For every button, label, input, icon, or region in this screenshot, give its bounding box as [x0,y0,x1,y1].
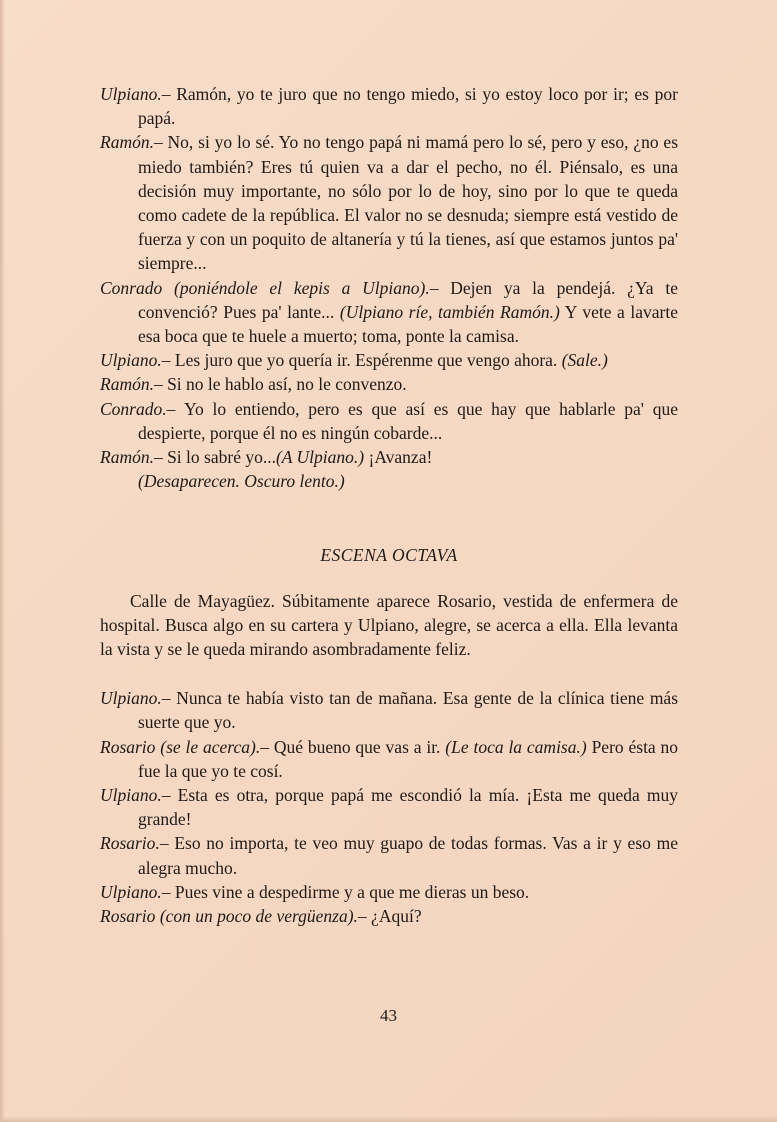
page-content [100,82,678,928]
dialogue-text: Eso no importa, te veo muy guapo de todas formas. Vas a ir y eso me alegra mucho. [138,833,679,878]
dialogue-text: Dejen ya la pendejá. ¿Ya te convenció? Pues pa' lante... [138,277,678,322]
dialogue-line: Ulpiano.– Esta es otra, porque papá me escondió la mía. ¡Esta me queda muy grande! [100,785,679,830]
speaker-name: Ramón [100,374,150,395]
stage-direction: (poniéndole el kepis a Ulpiano) [174,277,426,298]
speaker-name: Ulpiano [100,84,158,104]
speaker-name: Rosario [100,736,156,757]
page-number: 43 [380,1006,397,1025]
dialogue-text-continued: ¡Avanza! [368,447,433,468]
dialogue-line: Ulpiano.– Les juro que yo quería ir. Espérenme que vengo ahora. (Sale.) [100,350,608,371]
dialogue-text: ¿Aquí? [371,906,422,927]
dialogue-line: Ulpiano.– Ramón, yo te juro que no tengo miedo, si yo estoy loco por ir; es por papá. [100,84,678,129]
dialogue-text: Si lo sabré yo... [167,447,276,468]
dialogue-line: Ulpiano.– Pues vine a despedirme y a que me dieras un beso. [100,881,530,902]
scene-title: ESCENA OCTAVA [320,545,458,566]
closing-direction-line [100,469,678,493]
dialogue-text: Yo lo entiendo, pero es que así es que hay que hablarle pa' que despierte, porque él no es ningún cobarde... [138,398,678,443]
dialogue-text: No, si yo lo sé. Yo no tengo papá ni mamá pero lo sé, pero y eso, ¿no es miedo también? Eres tú quien va a dar el pecho, no él. Piénsalo, es una decisión muy importante, no sólo por lo de hoy, sino por lo que te queda como cadete de la república. El valor no se desnuda; siempre está vestido de fuerza y con un poquito de altanería y tú la tienes, así que estamos juntos pa' siempre... [138,132,678,274]
speaker-name: Ulpiano [100,881,158,902]
page-left-shadow [0,0,5,1122]
stage-direction-aside: (Sale.) [561,350,608,371]
dialogue-text-continued: Y vete a lavarte esa boca que te huele a muerto; toma, ponte la camisa. [138,301,679,347]
stage-direction-aside: (Le toca la camisa.) [445,736,587,757]
dialogue-text: Ramón, yo te juro que no tengo miedo, si yo estoy loco por ir; es por papá. [138,84,678,129]
page-bottom-shadow [0,1116,777,1122]
dialogue-text: Esta es otra, porque papá me escondió la mía. ¡Esta me queda muy grande! [138,785,679,830]
scene-narration: Calle de Mayagüez. Súbitamente aparece Rosario, vestida de enfermera de hospital. Busca algo en su cartera y Ulpiano, alegre, se acerca a ella. Ella levanta la vista y se le queda mirando asombradamente feliz. [100,590,678,660]
dialogue-line: Ramón.– No, si yo lo sé. Yo no tengo papá ni mamá pero lo sé, pero y eso, ¿no es miedo también? Eres tú quien va a dar el pecho, no él. Piénsalo, es una decisión muy importante, no sólo por lo de hoy, sino por lo que te queda como cadete de la república. El valor no se desnuda; siempre está vestido de fuerza y con un poquito de altanería y tú la tienes, así que estamos juntos pa' siempre... [100,132,678,274]
dialogue-line: Conrado (poniéndole el kepis a Ulpiano).– Dejen ya la pendejá. ¿Ya te convenció? Pues pa' lante... (Ulpiano ríe, también Ramón.) Y vete a lavarte esa boca que te huele a muerto; toma, ponte la camisa. [100,277,679,347]
speaker-name: Conrado [100,398,163,419]
dialogue-text-continued: Pero ésta no fue la que yo te cosí. [138,736,679,781]
dialogue-line: Conrado.– Yo lo entiendo, pero es que así es que hay que hablarle pa' que despierte, porque él no es ningún cobarde... [100,398,678,443]
stage-direction-aside: (A Ulpiano.) [275,447,365,468]
dialogue-line: Rosario (se le acerca).– Qué bueno que vas a ir. (Le toca la camisa.) Pero ésta no fue la que yo te cosí. [100,736,679,781]
speaker-name: Rosario [100,833,156,854]
closing-stage-direction: (Desaparecen. Oscuro lento.) [138,471,345,492]
speaker-name: Rosario [100,906,156,927]
dialogue-text: Si no le hablo así, no le convenzo. [167,374,407,395]
speaker-name: Ramón [100,132,150,153]
speaker-name: Ulpiano [100,785,158,806]
dialogue-line: Ramón.– Si lo sabré yo...(A Ulpiano.) ¡Avanza! [100,447,433,468]
stage-direction: (se le acerca) [160,736,256,757]
speaker-name: Ulpiano [100,688,158,709]
dialogue-text: Les juro que yo quería ir. Espérenme que vengo ahora. [174,350,558,371]
dialogue-line: Ramón.– Si no le hablo así, no le convenzo. [100,374,407,395]
stage-direction: (con un poco de vergüenza) [159,906,354,927]
dialogue-line: Rosario.– Eso no importa, te veo muy guapo de todas formas. Vas a ir y eso me alegra mucho. [100,833,679,878]
speaker-name: Ramón [100,447,150,468]
speaker-name: Ulpiano [100,350,158,371]
dialogue-line: Ulpiano.– Nunca te había visto tan de mañana. Esa gente de la clínica tiene más suerte que yo. [100,688,679,733]
dialogue-text: Pues vine a despedirme y a que me dieras un beso. [174,881,530,902]
dialogue-text: Qué bueno que vas a ir. [273,736,441,757]
dialogue-text: Nunca te había visto tan de mañana. Esa gente de la clínica tiene más suerte que yo. [138,688,679,733]
speaker-name: Conrado [100,277,163,298]
stage-direction-aside: (Ulpiano ríe, también Ramón.) [339,301,560,322]
dialogue-line: Rosario (con un poco de vergüenza).– ¿Aquí? [100,906,422,927]
